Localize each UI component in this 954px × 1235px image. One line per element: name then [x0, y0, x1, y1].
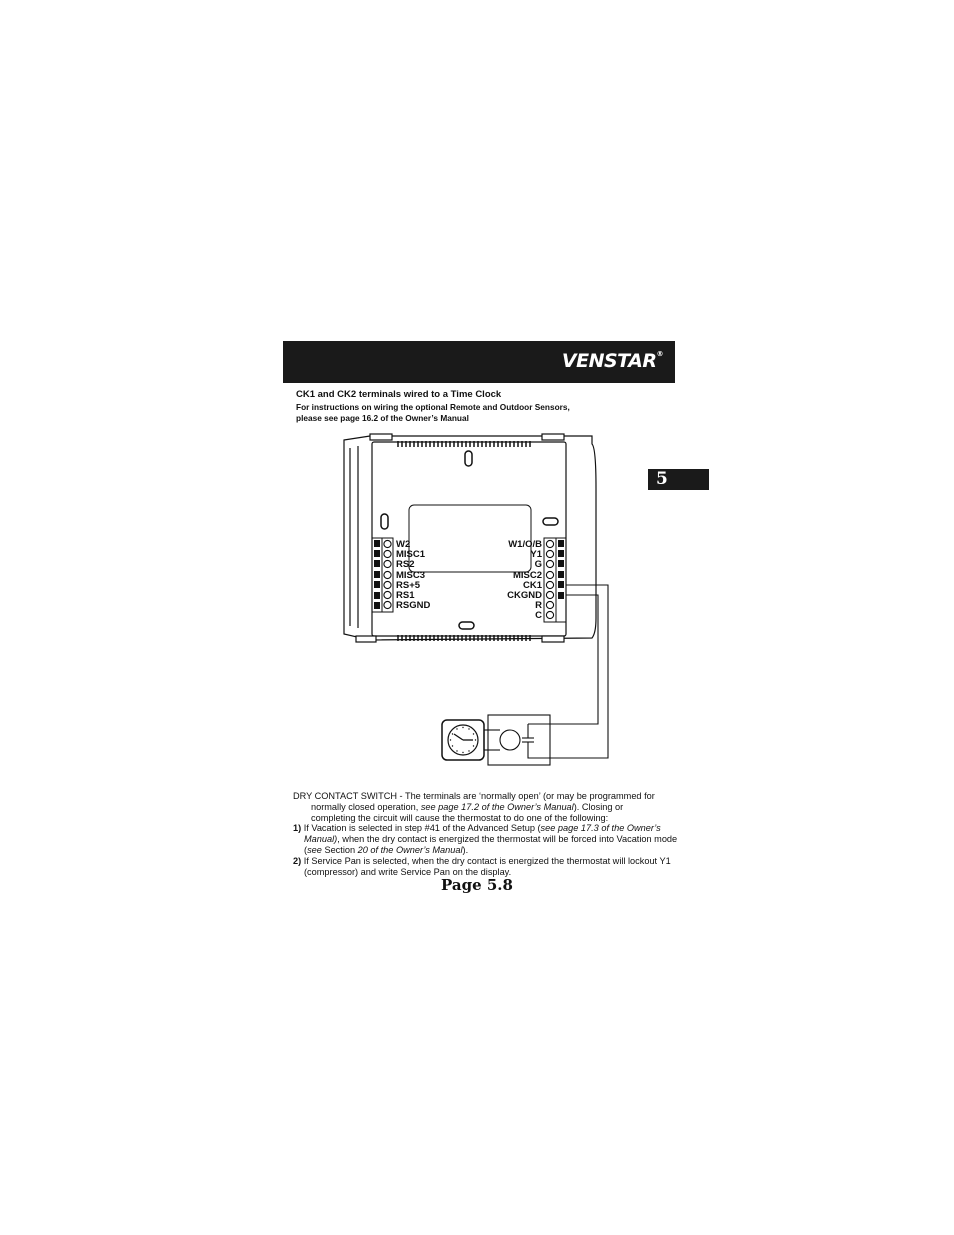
terminal-label: Y1	[530, 549, 542, 560]
terminal-label: CKGND	[507, 590, 542, 601]
terminal-label: W2	[396, 539, 411, 550]
terminal-label: MISC3	[396, 570, 426, 581]
page-number: Page 5.8	[441, 876, 513, 894]
section-tab	[648, 469, 709, 490]
terminal-label: G	[534, 559, 542, 570]
terminal-label: CK1	[522, 580, 542, 591]
terminal-label: MISC1	[396, 549, 426, 560]
terminal-label: W1/O/B	[508, 539, 542, 550]
section-number: 5	[656, 469, 668, 489]
right-terminal-block	[544, 538, 566, 622]
list-item: 1) If Vacation is selected in step #41 of the Advanced Setup (see page 17.3 of the Owner’s Manual), when the dry contact is energized the thermostat will be forced into Vacation mode (see Section 20 of the Owner’s Manual).	[293, 823, 678, 855]
terminal-label: RSGND	[396, 600, 431, 611]
caption-subtitle: For instructions on wiring the optional Remote and Outdoor Sensors, please see page 16.2 of the Owner’s Manual	[296, 402, 570, 423]
list-item: 2) If Service Pan is selected, when the dry contact is energized the thermostat will lockout Y1 (compressor) and write Service Pan on the display.	[293, 855, 671, 877]
terminal-label: RS+5	[396, 580, 421, 591]
terminal-label: R	[535, 600, 542, 611]
left-terminal-block	[372, 538, 393, 612]
terminal-label: RS2	[396, 559, 415, 570]
intro-line: completing the circuit will cause the thermostat to do one of the following:	[311, 812, 609, 823]
terminal-label: C	[535, 610, 542, 621]
intro-line: normally closed operation, see page 17.2 of the Owner’s Manual). Closing or	[311, 801, 624, 812]
terminal-label: MISC2	[512, 570, 542, 581]
right-terminal-labels	[507, 539, 543, 621]
caption-title: CK1 and CK2 terminals wired to a Time Clock	[296, 389, 502, 400]
relay-box	[484, 715, 550, 765]
intro-line: DRY CONTACT SWITCH - The terminals are ‘normally open’ (or may be programmed for	[293, 791, 655, 801]
time-clock	[442, 720, 484, 760]
terminal-label: RS1	[396, 590, 415, 601]
body-text	[293, 791, 683, 877]
header-bar	[283, 341, 675, 383]
left-terminal-labels	[396, 539, 430, 611]
venstar-logo: VENSTAR®	[561, 350, 663, 372]
wiring-diagram	[330, 428, 620, 783]
